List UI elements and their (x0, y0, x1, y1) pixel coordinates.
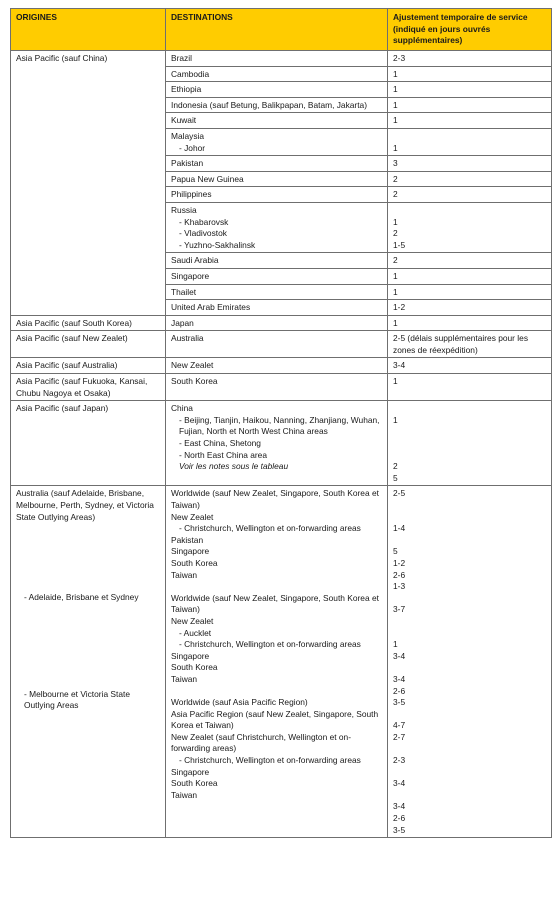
origin-cell: Asia Pacific (sauf Australia) (11, 358, 166, 374)
days-cell: 1-2 (388, 300, 552, 316)
origin-cell: Asia Pacific (sauf New Zealet) (11, 331, 166, 358)
origin-cell: Asia Pacific (sauf South Korea) (11, 315, 166, 331)
destination-label: Worldwide (sauf New Zealet, Singapore, South Korea et Taiwan) (171, 488, 379, 510)
destination-sub: - Christchurch, Wellington et on-forwarding areas (179, 755, 361, 766)
days-cell: 1 (388, 97, 552, 113)
table-note: Voir les notes sous le tableau (179, 461, 289, 472)
destination-cell: Ethiopia (166, 82, 388, 98)
destination-label: Singapore (171, 650, 210, 661)
days-cell: 1 (388, 113, 552, 129)
origin-cell (11, 486, 166, 838)
destination-cell (166, 486, 388, 838)
destination-label: Russia (171, 204, 197, 215)
table-row (11, 51, 552, 67)
table-row (11, 486, 552, 838)
days-value: 4-7 (393, 720, 406, 731)
destination-sub: - Khabarovsk (179, 216, 229, 227)
destination-cell: Japan (166, 315, 388, 331)
origin-sub: - Adelaide, Brisbane et Sydney (24, 592, 139, 603)
days-value: 2 (393, 228, 398, 239)
destination-label: Taiwan (171, 673, 198, 684)
destination-cell: United Arab Emirates (166, 300, 388, 316)
destination-label: Pakistan (171, 534, 204, 545)
destination-sub: - North East China area (179, 449, 267, 460)
days-cell: 1 (388, 268, 552, 284)
days-cell: 2-5 (délais supplémentaires pour les zones de réexpédition) (388, 331, 552, 358)
destination-cell: Indonesia (sauf Betung, Balikpapan, Batam, Jakarta) (166, 97, 388, 113)
destination-sub: - Aucklet (179, 627, 212, 638)
days-cell: 2 (388, 253, 552, 269)
days-cell: 2-3 (388, 51, 552, 67)
days-cell: 3-4 (388, 358, 552, 374)
days-cell (388, 486, 552, 838)
destination-label: South Korea (171, 778, 218, 789)
days-cell: 1 (388, 284, 552, 300)
days-value: 1-4 (393, 523, 406, 534)
days-value: 2-6 (393, 685, 406, 696)
days-value: 1-3 (393, 581, 406, 592)
service-adjustment-table (10, 8, 552, 838)
destination-label: New Zealet (sauf Christchurch, Wellington et on-forwarding areas) (171, 731, 351, 754)
origin-cell: Asia Pacific (sauf Fukuoka, Kansai, Chubu Nagoya et Osaka) (11, 374, 166, 401)
days-cell (388, 202, 552, 252)
destination-label: China (171, 403, 193, 414)
origin-cell: Asia Pacific (sauf China) (11, 51, 166, 316)
destination-cell: Kuwait (166, 113, 388, 129)
destination-cell: Saudi Arabia (166, 253, 388, 269)
table-row (11, 315, 552, 331)
days-value: 3-5 (393, 697, 406, 708)
days-value: 1 (393, 639, 398, 650)
destination-label: Taiwan (171, 789, 198, 800)
destination-cell (166, 202, 388, 252)
destination-sub: - Christchurch, Wellington et on-forwarding areas (179, 523, 361, 534)
destination-cell: Papua New Guinea (166, 171, 388, 187)
days-value: 5 (393, 472, 398, 483)
destination-cell (166, 401, 388, 486)
destination-label: Singapore (171, 546, 210, 557)
destination-cell: Cambodia (166, 66, 388, 82)
destination-sub: - Beijing, Tianjin, Haikou, Nanning, Zhanjiang, Wuhan, Fujian, North et North West China areas (179, 414, 380, 437)
days-value: 1 (393, 216, 398, 227)
header-row (11, 9, 552, 51)
destination-label: South Korea (171, 557, 218, 568)
days-value: 2-7 (393, 731, 406, 742)
days-value: 3-5 (393, 824, 406, 835)
destination-label: Malaysia (171, 130, 205, 141)
days-cell: 1 (388, 315, 552, 331)
destination-cell: Pakistan (166, 156, 388, 172)
destination-label: Singapore (171, 766, 210, 777)
days-cell: 2 (388, 187, 552, 203)
days-cell: 3 (388, 156, 552, 172)
destination-cell (166, 128, 388, 155)
days-value: 1 (393, 142, 398, 153)
header-adjustment: Ajustement temporaire de service (indiqué en jours ouvrés supplémentaires) (388, 9, 552, 51)
destination-sub: - Vladivostok (179, 228, 227, 239)
days-cell (388, 401, 552, 486)
days-value: 1 (393, 414, 398, 425)
days-value: 1-5 (393, 239, 406, 250)
destination-cell: New Zealet (166, 358, 388, 374)
destination-cell: Australia (166, 331, 388, 358)
destination-label: Taiwan (171, 569, 198, 580)
days-cell: 1 (388, 82, 552, 98)
origin-label: Australia (sauf Adelaide, Brisbane, Melbourne, Perth, Sydney, et Victoria State Outlying Areas) (16, 488, 154, 522)
destination-label: New Zealet (171, 615, 214, 626)
destination-cell: Singapore (166, 268, 388, 284)
days-cell: 1 (388, 374, 552, 401)
days-value: 3-4 (393, 650, 406, 661)
destination-sub: - East China, Shetong (179, 438, 261, 449)
destination-cell: Philippines (166, 187, 388, 203)
days-value: 2 (393, 461, 398, 472)
days-value: 3-7 (393, 604, 406, 615)
table-row (11, 374, 552, 401)
origin-cell: Asia Pacific (sauf Japan) (11, 401, 166, 486)
table-row (11, 358, 552, 374)
destination-label: South Korea (171, 662, 218, 673)
days-value: 5 (393, 546, 398, 557)
days-value: 3-4 (393, 801, 406, 812)
days-value: 2-6 (393, 569, 406, 580)
destination-cell: Thailet (166, 284, 388, 300)
header-destination: DESTINATIONS (166, 9, 388, 51)
destination-label: Asia Pacific Region (sauf New Zealet, Singapore, South Korea et Taiwan) (171, 708, 379, 731)
destination-cell: Brazil (166, 51, 388, 67)
table-row (11, 401, 552, 486)
days-cell (388, 128, 552, 155)
origin-sub: - Melbourne et Victoria State Outlying Areas (24, 688, 130, 711)
destination-cell: South Korea (166, 374, 388, 401)
destination-sub: - Yuzhno-Sakhalinsk (179, 239, 256, 250)
days-value: 3-4 (393, 673, 406, 684)
destination-label: Worldwide (sauf Asia Pacific Region) (171, 697, 308, 708)
days-value: 2-3 (393, 755, 406, 766)
days-cell: 1 (388, 66, 552, 82)
destination-label: New Zealet (171, 511, 214, 522)
destination-sub: - Johor (179, 142, 206, 153)
days-value: 1-2 (393, 557, 406, 568)
days-value: 3-4 (393, 778, 406, 789)
days-cell: 2 (388, 171, 552, 187)
days-value: 2-6 (393, 813, 406, 824)
days-value: 2-5 (393, 488, 406, 499)
table-row (11, 331, 552, 358)
header-origin: ORIGINES (11, 9, 166, 51)
destination-sub: - Christchurch, Wellington et on-forwarding areas (179, 639, 361, 650)
destination-label: Worldwide (sauf New Zealet, Singapore, South Korea et Taiwan) (171, 592, 379, 615)
